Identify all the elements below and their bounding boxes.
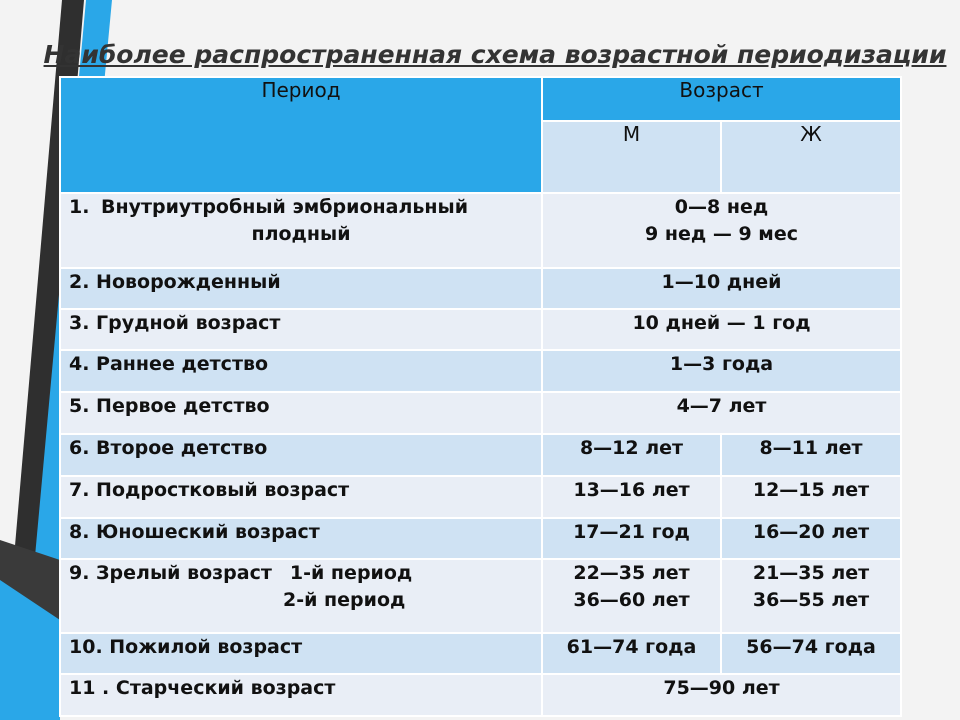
period-cell: 11 . Старческий возраст [60, 674, 542, 716]
age-female-cell: 16—20 лет [721, 518, 901, 559]
header-male: М [542, 121, 721, 193]
age-female-cell: 56—74 года [721, 633, 901, 674]
period-cell: 7. Подростковый возраст [60, 476, 542, 518]
table-row [60, 559, 901, 633]
age-periodization-table [59, 76, 902, 717]
age-line1: 0—8 нед [674, 196, 769, 218]
age-female-cell: 8—11 лет [721, 434, 901, 476]
age-female-cell: 12—15 лет [721, 476, 901, 518]
period-cell: 5. Первое детство [60, 392, 542, 434]
age-male-cell: 61—74 года [542, 633, 721, 674]
age-male-cell: 17—21 год [542, 518, 721, 559]
age-line2: 9 нед — 9 мес [645, 223, 798, 245]
age-female-cell [721, 559, 901, 633]
age-male-cell: 8—12 лет [542, 434, 721, 476]
table-row [60, 193, 901, 268]
period-cell: 2. Новорожденный [60, 268, 542, 309]
age-cell: 1—10 дней [542, 268, 901, 309]
period-line1: Внутриутробный эмбриональный [101, 196, 469, 218]
age-male-cell: 13—16 лет [542, 476, 721, 518]
period-sub2: 2-й период [283, 589, 406, 611]
age-cell: 4—7 лет [542, 392, 901, 434]
age-male-line2: 36—60 лет [573, 589, 690, 611]
header-age: Возраст [542, 77, 901, 121]
table-row [60, 518, 901, 559]
table-row [60, 392, 901, 434]
table-row [60, 309, 901, 350]
period-cell: 8. Юношеский возраст [60, 518, 542, 559]
period-cell: 6. Второе детство [60, 434, 542, 476]
period-number: 1. [69, 196, 90, 218]
table-row [60, 268, 901, 309]
table-row [60, 476, 901, 518]
header-female: Ж [721, 121, 901, 193]
table-row [60, 674, 901, 716]
period-label: 9. Зрелый возраст [69, 562, 272, 584]
age-cell: 10 дней — 1 год [542, 309, 901, 350]
table-row [60, 434, 901, 476]
period-cell: 3. Грудной возраст [60, 309, 542, 350]
age-cell: 1—3 года [542, 350, 901, 392]
age-male-cell [542, 559, 721, 633]
period-cell [60, 559, 542, 633]
period-sub1: 1-й период [289, 562, 413, 584]
age-cell [542, 193, 901, 268]
age-cell: 75—90 лет [542, 674, 901, 716]
table-row [60, 350, 901, 392]
age-female-line2: 36—55 лет [752, 589, 870, 611]
age-female-line1: 21—35 лет [752, 562, 870, 584]
header-period: Период [60, 77, 542, 193]
period-cell [60, 193, 542, 268]
age-male-line1: 22—35 лет [573, 562, 690, 584]
period-cell: 10. Пожилой возраст [60, 633, 542, 674]
period-cell: 4. Раннее детство [60, 350, 542, 392]
period-line2: плодный [251, 223, 351, 245]
table-row [60, 633, 901, 674]
page-title: Наиболее распространенная схема возрастной периодизации [43, 40, 947, 69]
